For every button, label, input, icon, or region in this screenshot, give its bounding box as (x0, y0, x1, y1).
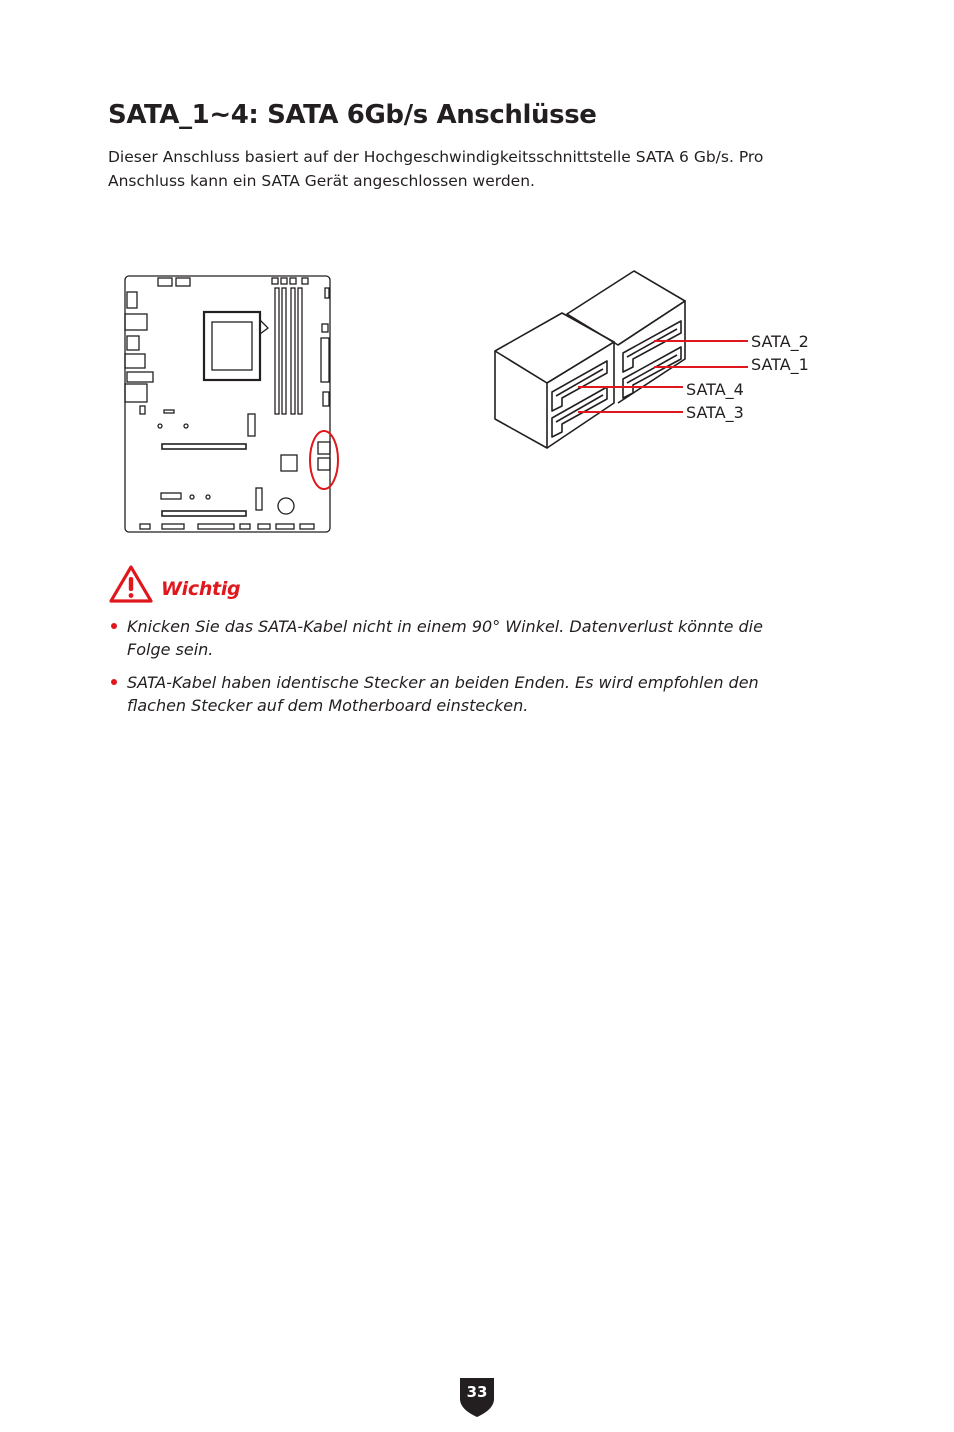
header (176, 278, 190, 286)
atx-power-connector (321, 338, 329, 382)
header (325, 288, 329, 298)
chipset (281, 455, 297, 471)
note-line: SATA-Kabel haben identische Stecker an beiden Enden. Es wird empfohlen den (127, 673, 759, 692)
notice-label: Wichtig (161, 578, 241, 600)
header (276, 524, 294, 529)
section-title: SATA_1~4: SATA 6Gb/s Anschlüsse (108, 100, 597, 130)
io-port (127, 372, 153, 382)
pcie-slot (162, 511, 246, 516)
socket-lever (260, 320, 268, 334)
cmos-battery (278, 498, 294, 514)
header (302, 278, 308, 284)
sata-connector (318, 458, 330, 470)
header (290, 278, 296, 284)
cpu-socket-inner (212, 322, 252, 370)
header (164, 410, 174, 413)
note-line: flachen Stecker auf dem Motherboard einstecken. (127, 696, 529, 715)
sata-port-3-inner (556, 395, 603, 422)
bullet-icon (111, 623, 117, 629)
ram-slot (275, 288, 279, 414)
intro-line-2: Anschluss kann ein SATA Gerät angeschlossen werden. (108, 172, 535, 190)
warning-triangle-icon (108, 564, 154, 604)
header (323, 392, 329, 406)
ram-slot (291, 288, 295, 414)
note-line: Folge sein. (127, 640, 214, 659)
io-port (127, 292, 137, 308)
intro-paragraph (108, 145, 868, 193)
header (140, 406, 145, 414)
io-port (125, 384, 147, 402)
intro-line-1: Dieser Anschluss basiert auf der Hochgeschwindigkeitsschnittstelle SATA 6 Gb/s. Pro (108, 148, 764, 166)
mount-hole (206, 495, 210, 499)
header (198, 524, 234, 529)
label-sata2: SATA_2 (751, 332, 809, 351)
sata-highlight-ring (310, 431, 338, 489)
ram-slot (282, 288, 286, 414)
io-port (125, 314, 147, 330)
header (140, 524, 150, 529)
m2-slot (161, 493, 181, 499)
connector-box-front-side (495, 351, 547, 448)
io-port (125, 354, 145, 368)
header (300, 524, 314, 529)
label-sata1: SATA_1 (751, 355, 809, 374)
note-line: Knicken Sie das SATA-Kabel nicht in einem 90° Winkel. Datenverlust könnte die (127, 617, 763, 636)
sata-connector (318, 442, 330, 454)
header (322, 324, 328, 332)
header (272, 278, 278, 284)
pcie-slot (162, 444, 246, 449)
header (281, 278, 287, 284)
notice-list (108, 615, 848, 727)
io-port (127, 336, 139, 350)
m2-slot (248, 414, 255, 436)
motherboard-diagram (118, 268, 342, 540)
m2-slot (256, 488, 262, 510)
header (158, 278, 172, 286)
header (240, 524, 250, 529)
mount-hole (184, 424, 188, 428)
board-outline (125, 276, 330, 532)
ram-slot (298, 288, 302, 414)
label-sata3: SATA_3 (686, 403, 744, 422)
header (162, 524, 184, 529)
list-item (108, 615, 848, 661)
mount-hole (158, 424, 162, 428)
list-item (108, 671, 848, 717)
sata-connector-diagram (488, 265, 828, 455)
header (258, 524, 270, 529)
page-number: 33 (466, 1383, 488, 1401)
mount-hole (190, 495, 194, 499)
bullet-icon (111, 679, 117, 685)
label-sata4: SATA_4 (686, 380, 744, 399)
